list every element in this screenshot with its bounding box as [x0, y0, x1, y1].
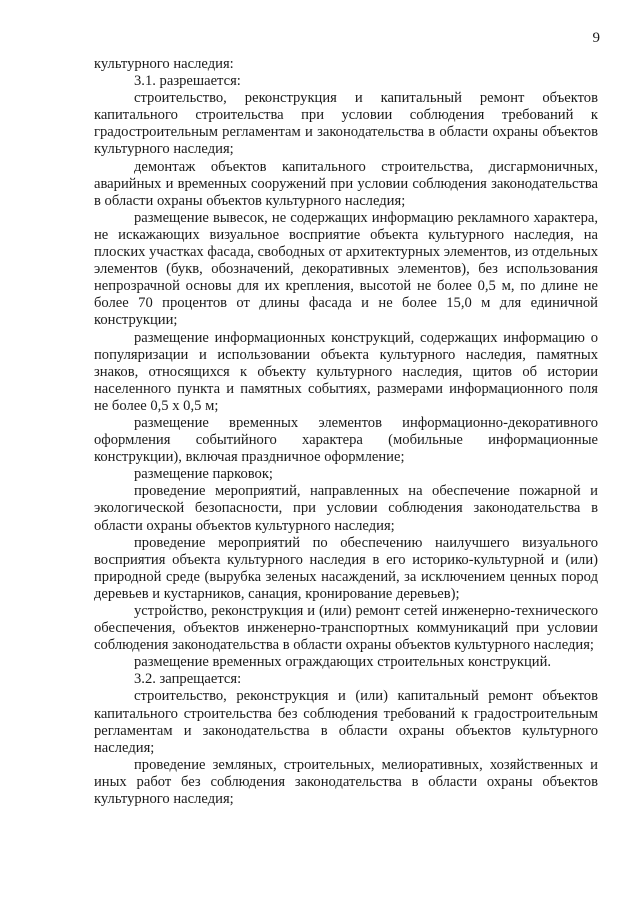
paragraph: строительство, реконструкция и капитальный ремонт объектов капитального строительства при условии соблюдения требований к градостроительным регламентам и законодательства в области охраны объектов культурного наследия; — [94, 90, 598, 158]
paragraph: проведение мероприятий, направленных на обеспечение пожарной и экологической безопасности, при условии соблюдения законодательства в области охраны объектов культурного наследия; — [94, 483, 598, 534]
section-heading: 3.1. разрешается: — [134, 73, 241, 90]
paragraph: устройство, реконструкция и (или) ремонт сетей инженерно-технического обеспечения, объектов инженерно-транспортных коммуникаций при условии соблюдения законодательства в области охраны объектов культурного наследия; — [94, 603, 598, 654]
paragraph: проведение земляных, строительных, мелиоративных, хозяйственных и иных работ без соблюдения законодательства в области охраны объектов культурного наследия; — [94, 756, 598, 808]
paragraph: размещение информационных конструкций, содержащих информацию о популяризации и использовании объекта культурного наследия, памятных знаков, относящихся к объекту культурного наследия, щитов об истории населенного пункта и памятных событиях, размерами информационного поля не более 0,5 х 0,5 м; — [94, 329, 598, 414]
paragraph: культурного наследия: — [94, 56, 234, 72]
paragraph: демонтаж объектов капитального строительства, дисгармоничных, аварийных и временных сооружений при условии соблюдения законодательства в области охраны объектов культурного наследия; — [94, 158, 598, 209]
paragraph: размещение вывесок, не содержащих информацию рекламного характера, не искажающих визуальное восприятие объекта культурного наследия, на плоских участках фасада, свободных от архитектурных элементов, из отдельных элементов (букв, обозначений, декоративных элементов), без использования непрозрачной основы для их крепления, высотой не более 0,5 м, по длине не более 70 процентов от длины фасада и не более 15,0 м для единичной конструкции; — [94, 209, 598, 329]
paragraph: размещение парковок; — [134, 466, 273, 483]
section-heading: 3.2. запрещается: — [134, 671, 242, 688]
paragraph: проведение мероприятий по обеспечению наилучшего визуального восприятия объекта культурного наследия в его историко-культурной и (или) природной среде (вырубка зеленых насаждений, за исключением ценных пород деревьев и кустарников, санация, кронирование деревьев); — [94, 534, 598, 602]
paragraph: размещение временных ограждающих строительных конструкций. — [134, 654, 552, 671]
paragraph: строительство, реконструкция и (или) капитальный ремонт объектов капитального строительства без соблюдения требований к градостроительным регламентам и законодательства в области охраны объектов культурного наследия; — [94, 688, 598, 756]
page-number: 9 — [592, 30, 600, 46]
document-body — [94, 56, 598, 808]
paragraph: размещение временных элементов информационно-декоративного оформления событийного характера (мобильные информационные конструкции), включая праздничное оформление; — [94, 414, 598, 466]
